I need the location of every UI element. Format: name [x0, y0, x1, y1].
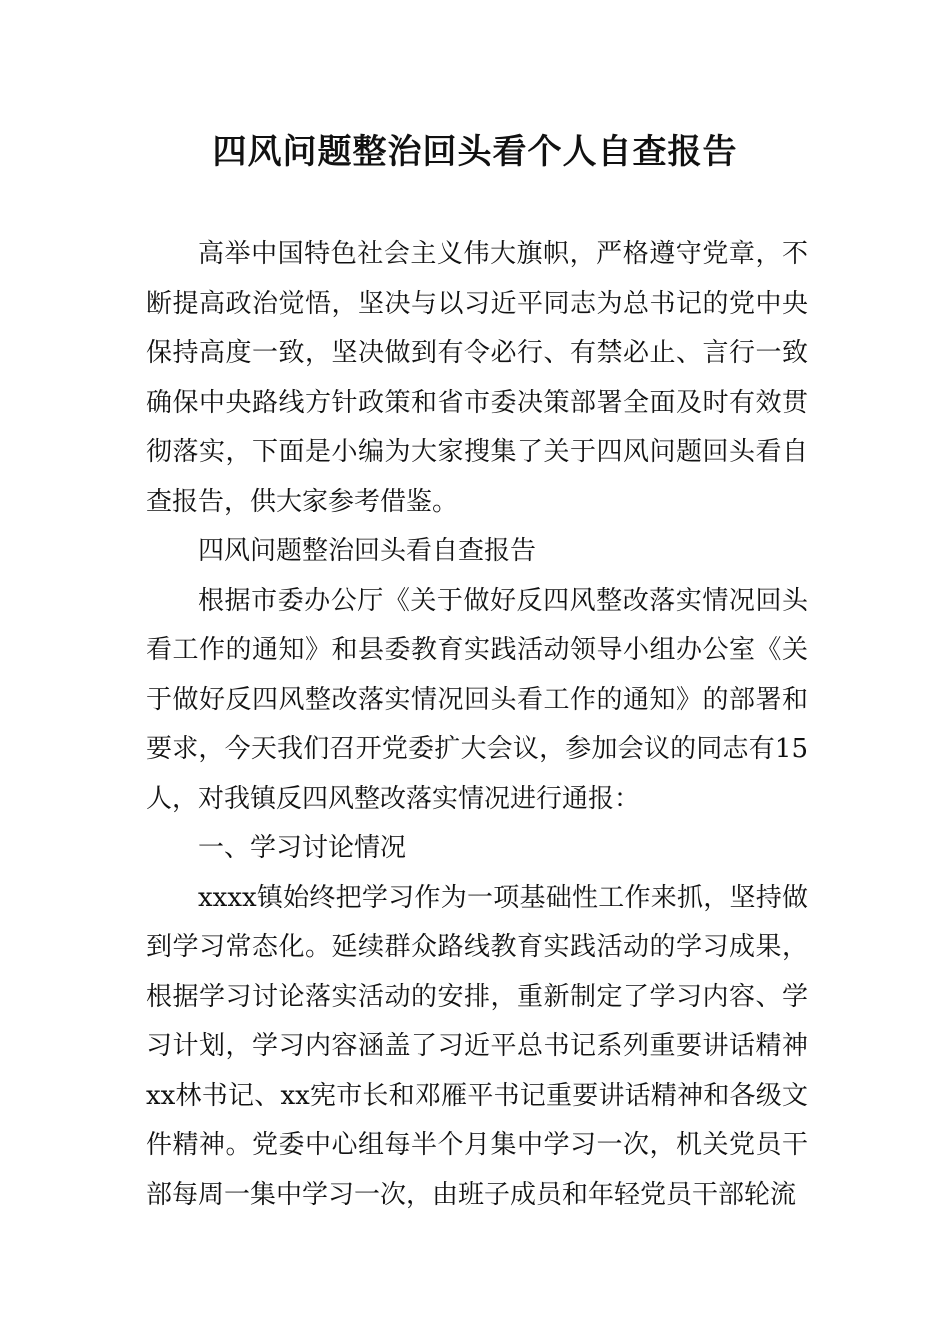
subtitle-paragraph: 四风问题整治回头看自查报告	[198, 536, 537, 566]
background-paragraph: 根据市委办公厅《关于做好反四风整改落实情况回头看工作的通知》和县委教育实践活动领导小组办公室《关于做好反四风整改落实情况回头看工作的通知》的部署和要求，今天我们召开党委扩大会议，参加会议的同志有15人，对我镇反四风整改落实情况进行通报：	[146, 585, 808, 814]
document-body	[146, 230, 808, 1220]
document-title: 四风问题整治回头看个人自查报告	[212, 132, 738, 172]
study-paragraph: xxxx镇始终把学习作为一项基础性工作来抓，坚持做到学习常态化。延续群众路线教育实践活动的学习成果，根据学习讨论落实活动的安排，重新制定了学习内容、学习计划，学习内容涵盖了习近平总书记系列重要讲话精神xx林书记、xx宪市长和邓雁平书记重要讲话精神和各级文件精神。党委中心组每半个月集中学习一次，机关党员干部每周一集中学习一次，由班子成员和年轻党员干部轮流	[146, 882, 808, 1210]
intro-paragraph: 高举中国特色社会主义伟大旗帜，严格遵守党章，不断提高政治觉悟，坚决与以习近平同志为总书记的党中央保持高度一致，坚决做到有令必行、有禁必止、言行一致确保中央路线方针政策和省市委决策部署全面及时有效贯彻落实，下面是小编为大家搜集了关于四风问题回头看自查报告，供大家参考借鉴。	[146, 239, 808, 517]
section-heading: 一、学习讨论情况	[198, 833, 407, 863]
